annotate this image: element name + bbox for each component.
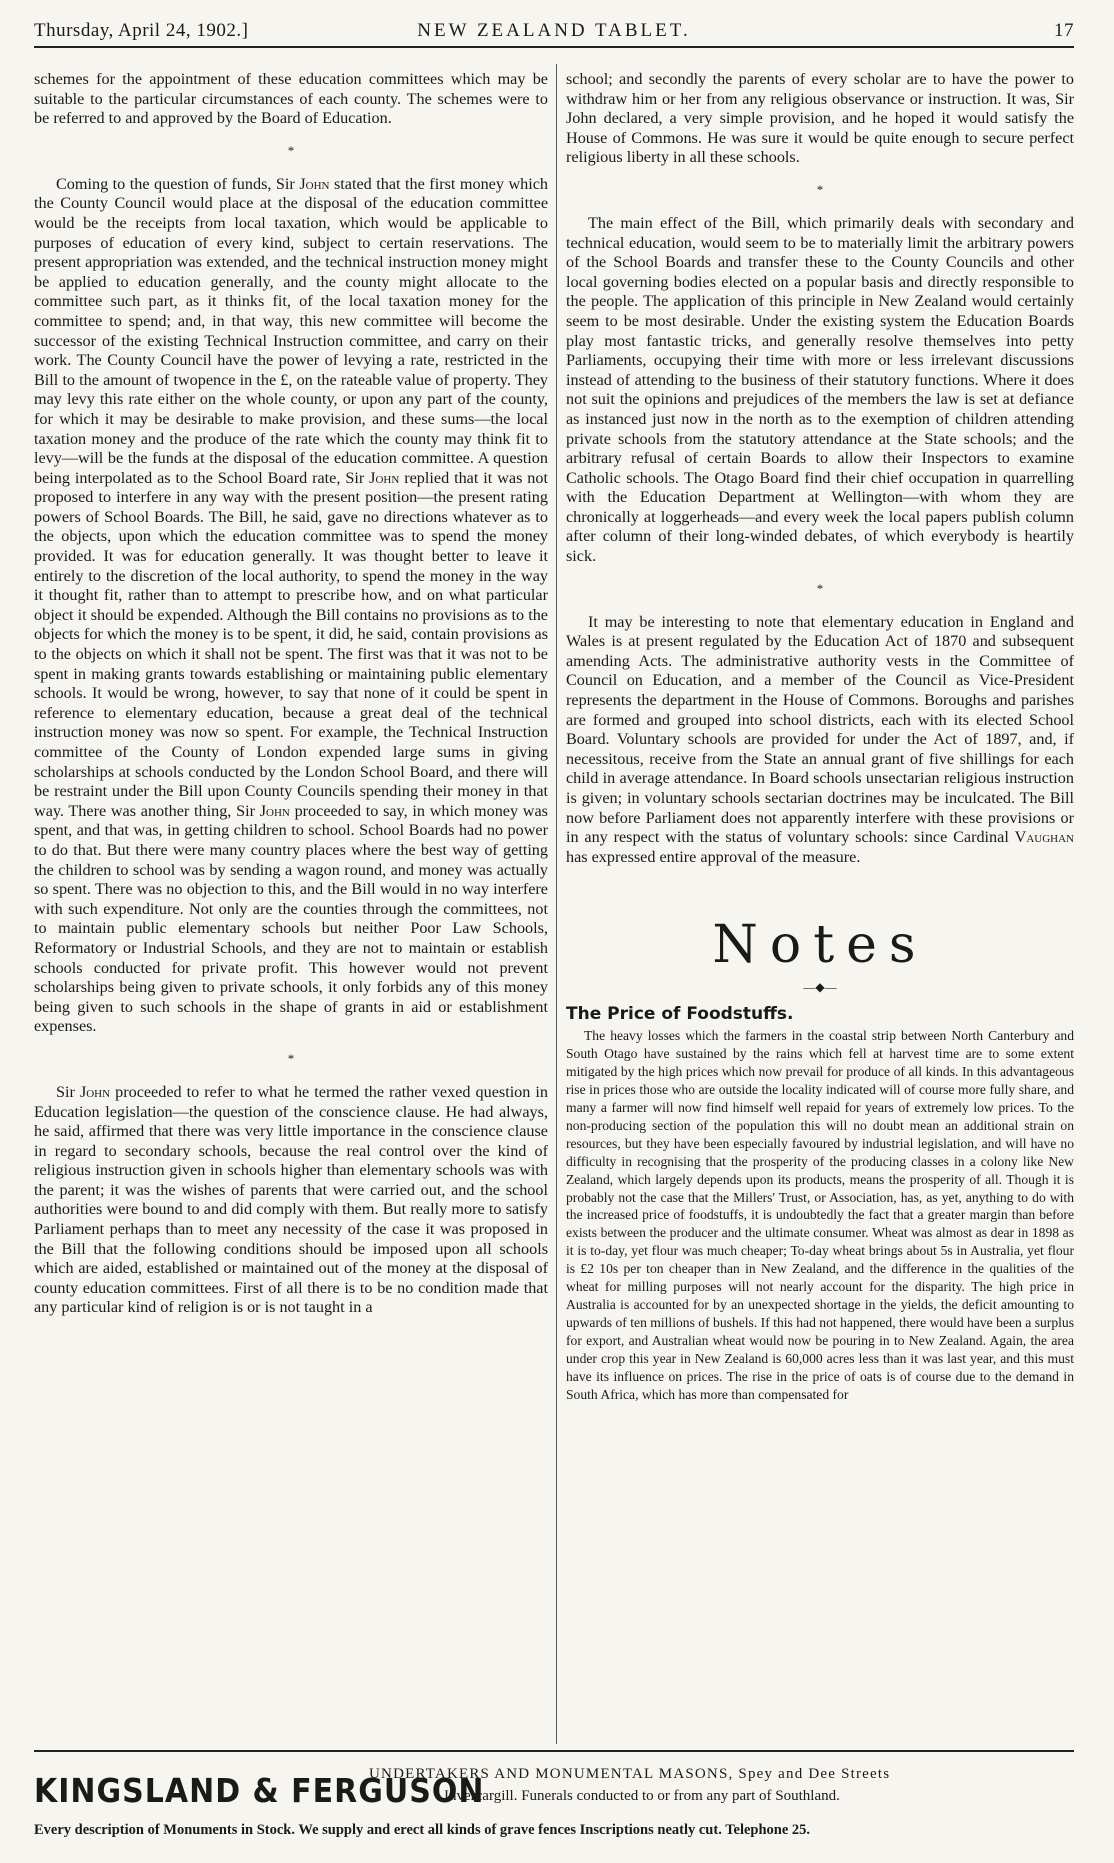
right-column — [566, 70, 1074, 1403]
left-column — [34, 70, 548, 1318]
page-number: 17 — [1054, 20, 1074, 41]
ornament-divider: —◆— — [803, 980, 837, 995]
left-paragraph-2: Coming to the question of funds, Sir John stated that the first money which the County Council would place at the disposal of the education committee would be the receipts from local taxation, which would be applicable to purposes of education of every kind, subject to certain reservations. The present appropriation was extended, and the technical instruction money might be applied to education generally, and the county might allocate to the committee such part, as it thinks fit, of the local taxation money for the committee to spend; and, in that way, this new committee will become the successor of the existing Technical Instruction committee, and carry on their work. The County Council have the power of levying a rate, restricted in the Bill to the amount of twopence in the £, on the rateable value of property. They may levy this rate either on the whole county, or upon any part of the county, for which it may be desirable to make provision, and these sums—the local taxation money and the produce of the rate which the county may think fit to levy—will be the funds at the disposal of the education committee. A question being interpolated as to the School Board rate, Sir John replied that it was not proposed to interfere in any way with the present position—the present rating powers of School Boards. The Bill, he said, gave no directions whatever as to the objects, upon which the education committee was to spend the money provided. It was for education generally. It was thought better to leave it entirely to the discretion of the local authority, to spend the money in the way it thought fit, rather than to attempt to prescribe how, and on what particular object it should be expended. Although the Bill contains no provisions as to the objects for which the money is to be spent, it did, he said, contain provisions as to the objects on which it shall not be spent. The first was that it was not to be spent in making grants towards establishing or maintaining public elementary schools. It would be wrong, however, to say that none of it could be spent in reference to elementary education, because a great deal of the technical instruction money was now so spent. For example, the Technical Instruction committee of the County of London expended large sums in giving scholarships at schools conducted by the London School Board, and there will be restraint under the Bill upon County Councils spending their money in that way. There was another thing, Sir John proceeded to say, in which money was spent, and that was, in getting children to school. School Boards had no power to do that. But there were many country places where the best way of getting the children to school was by sending a wagon round, and money was actually so spent. There was no objection to this, and the Bill would in no way interfere with such expenditure. Not only are the counties through the committees, not to maintain public elementary schools but neither Poor Law Schools, Reformatory or Industrial Schools, and they are not to maintain or establish schools conducted for private profit. This however would not prevent scholarships being given to private schools, it only forbids any of this money being given to such schools in the shape of grants in aid or establishment expenses. — [34, 174, 549, 1036]
right-paragraph-1: school; and secondly the parents of every scholar are to have the power to withdraw him or her from any religious observance or instruction. It was, Sir John declared, a very simple provision, and he hoped it would satisfy the House of Commons. He was sure it would be quite enough to secure perfect religious liberty in all these schools. — [566, 70, 1074, 167]
section-star: * — [287, 1050, 295, 1066]
section-star: * — [816, 181, 824, 197]
header-date: Thursday, April 24, 1902.] — [34, 20, 249, 41]
right-paragraph-2: The main effect of the Bill, which primarily deals with secondary and technical education, would seem to be to materially limit the arbitrary powers of the School Boards and transfer these to the County Councils and other local governing bodies elected on a popular basis and directly responsible to the people. The application of this principle in New Zealand would certainly seem to be most desirable. Under the existing system the Education Boards play most fantastic tricks, and generally resolve themselves into petty Parliaments, occupying their time with more or less irrelevant discussions instead of attending to the business of their statutory functions. Where it does not suit the opinions and prejudices of the members the law is set at defiance as instanced just now in the north as to the exemption of children attending private schools from the statutory attendance at the State schools; and the arbitrary refusal of certain Boards to allow their Inspectors to examine Catholic schools. The Otago Board find their chief occupation in quarrelling with the Education Department at Wellington—with whom they are chronically at loggerheads—and every week the local papers publish column after column of their long-winded debates, of which everybody is heartily sick. — [566, 213, 1074, 566]
advertisement-footer — [34, 1750, 1074, 1852]
column-divider — [556, 64, 557, 1744]
notes-heading: Notes — [712, 915, 928, 976]
right-paragraph-3: It may be interesting to note that elementary education in England and Wales is at present regulated by the Education Act of 1870 and subsequent amending Acts. The administrative authority vests in the Committee of Council on Education, and a member of the Council as Vice-President represents the department in the House of Commons. Boroughs and parishes are formed and grouped into school districts, each with its elected School Board. Voluntary schools are provided for under the Act of 1897, and, if necessitous, receive from the State an annual grant of five shillings for each child in average attendance. In Board schools unsectarian religious instruction is given; in voluntary schools sectarian doctrines may be inculcated. The Bill now before Parliament does not apparently interfere with these provisions or in any respect with the status of voluntary schools: since Cardinal Vaughan has expressed entire approval of the measure. — [566, 612, 1074, 866]
advert-line-1: UNDERTAKERS AND MONUMENTAL MASONS, Spey and Dee Streets — [369, 1766, 891, 1782]
section-star: * — [287, 142, 295, 158]
notes-article — [566, 1027, 1074, 1403]
left-paragraph-3: Sir John proceeded to refer to what he termed the rather vexed question in Education legislation—the question of the conscience clause. He had always, he said, affirmed that there was very little importance in the conscience clause in regard to secondary schools, because the real control over the kind of religious instruction given in schools higher than elementary schools was with the parent; it was the wishes of parents that were carried out, and the school authorities were bound to and did comply with them. But really more to satisfy Parliament perhaps than to meet any necessity of the case it was proposed in the Bill that the following conditions should be imposed upon all schools which are aided, established or maintained out of the money at the disposal of county education committees. First of all there is to be no condition made that any particular kind of religion is or is not taught in a — [34, 1082, 548, 1317]
advert-line-3: Every description of Monuments in Stock. We supply and erect all kinds of grave fences Inscriptions neatly cut. Telephone 25. — [34, 1822, 811, 1838]
advert-firm-name: KINGSLAND & FERGUSON — [34, 1772, 485, 1811]
advert-line-2: Invercargill. Funerals conducted to or from any part of Southland. — [444, 1788, 840, 1804]
section-star: * — [816, 580, 824, 596]
article-subheading: The Price of Foodstuffs. — [566, 1004, 794, 1025]
publication-title: NEW ZEALAND TABLET. — [417, 20, 691, 41]
page-header — [34, 18, 1074, 48]
notes-article-body: The heavy losses which the farmers in the coastal strip between North Canterbury and South Otago have sustained by the rains which fell at harvest time are to some extent mitigated by the high prices which now prevail for produce of all kinds. In this advantageous rise in prices those who are outside the locality indicated will of course more fully share, and many a farmer will now find himself well repaid for years of extremely low prices. To the non-producing section of the population this will no doubt mean an additional strain on resources, but they have been especially favoured by industrial legislation, and will have no difficulty in recognising that the prosperity of the producing classes in a colony like New Zealand, which largely depends upon its products, means the prosperity of all. Though it is probably not the case that the Millers' Trust, or Association, has, as yet, anything to do with the increased price of foodstuffs, it is undoubtedly the fact that a greater margin than before exists between the producer and the ultimate consumer. Wheat was almost as dear in 1898 as it is to-day, yet flour was much cheaper; To-day wheat brings about 5s in Australia, yet flour is £2 10s per ton cheaper than in New Zealand, and the difference in the qualities of the wheat for milling purposes will not nearly account for the disparity. The high price in Australia is accounted for by an unexpected shortage in the yields, the deficit amounting to upwards of ten millions of bushels. If this had not happened, there would have been a surplus for export, and Australian wheat would now be pouring in to New Zealand. Again, the area under crop this year in New Zealand is 60,000 acres less than it was last year, and this must have its influence on prices. The rise in the price of oats is of course due to the demand in South Africa, which has more than compensated for — [566, 1028, 1074, 1402]
left-paragraph-1: schemes for the appointment of these education committees which may be suitable to the particular circumstances of each county. The schemes were to be referred to and approved by the Board of Education. — [34, 70, 548, 128]
